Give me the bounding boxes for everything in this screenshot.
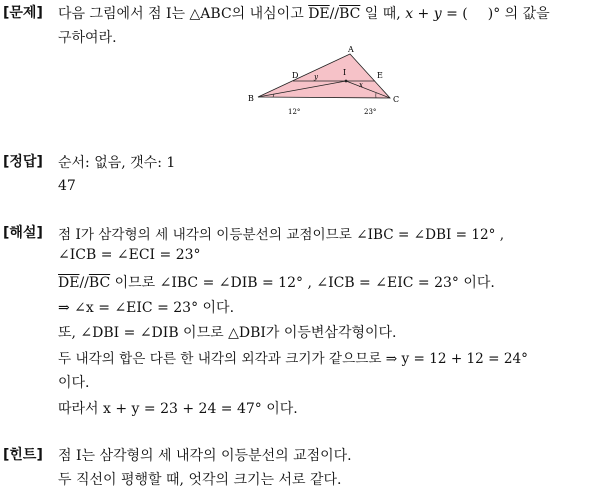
explanation-line-5: 또, ∠DBI = ∠DIB 이므로 △DBI가 이등변삼각형이다. [58,325,397,341]
vertex-c-label: C [393,95,400,104]
answer-line-1: 순서: 없음, 갯수: 1 [58,155,176,171]
vertex-a-label: A [348,45,354,54]
explanation-label: [해설] [3,225,43,241]
explanation-line-3-rest: 이므로 ∠IBC = ∠DIB = 12° , ∠ICB = ∠EIC = 23° 이다. [110,275,495,291]
parallel-sign: // [329,6,340,22]
explanation-segment-de: $\overline{DE}$ [58,275,80,291]
angle-x-label: x [359,81,363,89]
answer-line-2: 47 [58,178,76,194]
explanation-line-4: ⇒ ∠x = ∠EIC = 23° 이다. [58,300,235,316]
angle-c-value: 23° [364,108,377,116]
problem-text-a: 다음 그림에서 점 I는 △ABC의 내심이고 [58,6,309,22]
incenter-point [345,80,348,83]
angle-y-label: y [314,73,318,81]
explanation-line-7: 이다. [58,375,90,391]
hint-line-1: 점 I는 삼각형의 세 내각의 이등분선의 교점이다. [58,448,352,464]
segment-bc: $\overline{BC}$ [339,6,361,22]
problem-eq: = ( [441,6,468,22]
problem-close: )° 의 값을 [487,6,550,22]
problem-expr: x + y [405,6,442,22]
problem-label: [문제] [3,5,43,21]
hint-line-2: 두 직선이 평행할 때, 엇각의 크기는 서로 같다. [58,472,342,488]
explanation-line-2: ∠ICB = ∠ECI = 23° [58,247,201,263]
angle-b-value: 12° [288,108,301,116]
problem-line-1 [58,3,550,23]
explanation-line-3 [58,272,495,292]
vertex-b-label: B [248,94,254,103]
segment-de: $\overline{DE}$ [308,6,330,22]
point-i-label: I [343,68,347,77]
explanation-parallel: // [79,275,89,291]
explanation-line-8: 따라서 x + y = 23 + 24 = 47° 이다. [58,401,298,417]
explanation-line-6: 두 내각의 합은 다른 한 내각의 외각과 크기가 같으므로 ⇒ y = 12 + 12 = 24° [58,351,528,367]
problem-line-2: 구하여라. [58,30,117,46]
hint-label: [힌트] [3,447,43,463]
vertex-d-label: D [292,71,299,80]
triangle-abc [258,54,390,98]
answer-label: [정답] [3,154,43,170]
explanation-line-1: 점 I가 삼각형의 세 내각의 이등분선의 교점이므로 ∠IBC = ∠DBI = 12° , [58,227,505,243]
problem-text-b: 일 때, [360,6,406,22]
vertex-e-label: E [377,71,383,80]
explanation-segment-bc: $\overline{BC}$ [88,275,111,291]
triangle-figure [242,44,407,119]
